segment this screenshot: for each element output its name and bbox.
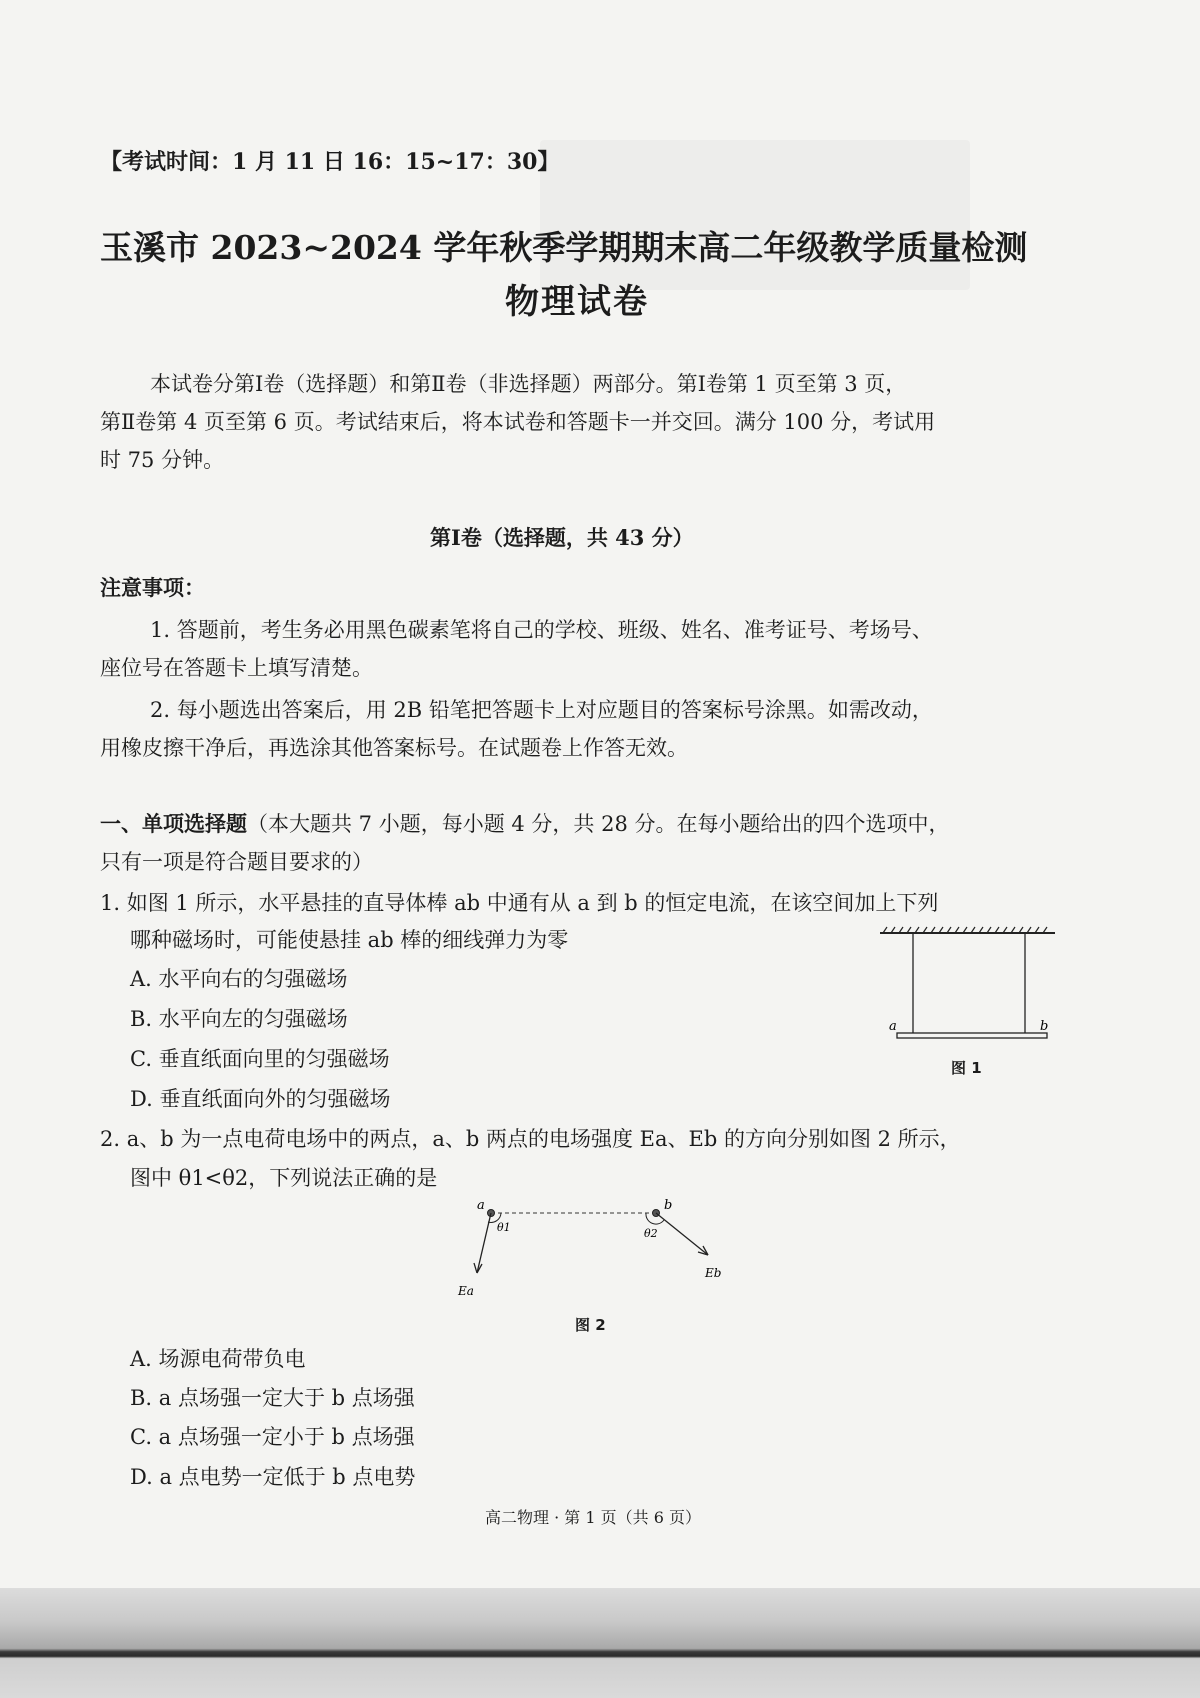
notice-item: 用橡皮擦干净后，再选涂其他答案标号。在试题卷上作答无效。	[100, 736, 688, 760]
question-1-stem: 哪种磁场时，可能使悬挂 ab 棒的细线弹力为零	[130, 928, 569, 952]
exam-title: 玉溪市 2023~2024 学年秋季学期期末高二年级教学质量检测	[100, 228, 1028, 267]
intro-line: 时 75 分钟。	[100, 448, 225, 472]
label-theta2: θ2	[644, 1227, 658, 1240]
q1-option-a: A. 水平向右的匀强磁场	[130, 967, 348, 991]
scan-bottom-edge	[0, 1588, 1200, 1698]
notice-item: 1. 答题前，考生务必用黑色碳素笔将自己的学校、班级、姓名、准考证号、考场号、	[150, 618, 933, 642]
section-heading-line2: 只有一项是符合题目要求的）	[100, 850, 373, 874]
section-heading	[100, 808, 950, 838]
question-2-stem: 图中 θ1<θ2，下列说法正确的是	[130, 1166, 438, 1190]
q1-option-c: C. 垂直纸面向里的匀强磁场	[130, 1047, 390, 1071]
q2-option-d: D. a 点电势一定低于 b 点电势	[130, 1465, 416, 1489]
question-1-stem: 1. 如图 1 所示，水平悬挂的直导体棒 ab 中通有从 a 到 b 的恒定电流，在该空间加上下列	[100, 891, 939, 915]
label-theta1: θ1	[497, 1221, 511, 1234]
figure-1-caption: 图 1	[951, 1059, 982, 1077]
page-footer: 高二物理 · 第 1 页（共 6 页）	[485, 1508, 701, 1527]
label-b: b	[664, 1198, 673, 1213]
question-2-stem: 2. a、b 为一点电荷电场中的两点，a、b 两点的电场强度 Ea、Eb 的方向分别如图 2 所示，	[100, 1127, 961, 1151]
exam-subtitle: 物理试卷	[505, 282, 649, 322]
notice-item: 2. 每小题选出答案后，用 2B 铅笔把答题卡上对应题目的答案标号涂黑。如需改动，	[150, 698, 933, 722]
label-ea: Ea	[458, 1284, 474, 1298]
q1-option-d: D. 垂直纸面向外的匀强磁场	[130, 1087, 391, 1111]
figure-2-caption: 图 2	[575, 1316, 606, 1334]
figure-2-diagram	[455, 1195, 755, 1325]
notice-heading: 注意事项：	[100, 575, 205, 600]
label-a: a	[889, 1019, 897, 1034]
exam-time: 【考试时间：1 月 11 日 16：15~17：30】	[100, 149, 560, 175]
label-eb: Eb	[705, 1266, 722, 1280]
q2-option-b: B. a 点场强一定大于 b 点场强	[130, 1386, 415, 1410]
label-b: b	[1040, 1019, 1049, 1034]
field-arrow-b	[656, 1213, 708, 1255]
intro-line: 本试卷分第Ⅰ卷（选择题）和第Ⅱ卷（非选择题）两部分。第Ⅰ卷第 1 页至第 3 页，	[150, 372, 907, 396]
section-heading-bold: 一、单项选择题	[100, 811, 247, 836]
notice-item: 座位号在答题卡上填写清楚。	[100, 656, 373, 680]
section-heading-rest: （本大题共 7 小题，每小题 4 分，共 28 分。在每小题给出的四个选项中，	[247, 812, 950, 836]
volume-title: 第Ⅰ卷（选择题，共 43 分）	[430, 525, 694, 550]
label-a: a	[477, 1198, 485, 1213]
conductor-rod	[897, 1033, 1047, 1038]
q2-option-c: C. a 点场强一定小于 b 点场强	[130, 1425, 415, 1449]
q1-option-b: B. 水平向左的匀强磁场	[130, 1007, 348, 1031]
intro-line: 第Ⅱ卷第 4 页至第 6 页。考试结束后，将本试卷和答题卡一并交回。满分 100 分，考试用	[100, 410, 936, 434]
q2-option-a: A. 场源电荷带负电	[130, 1347, 306, 1371]
